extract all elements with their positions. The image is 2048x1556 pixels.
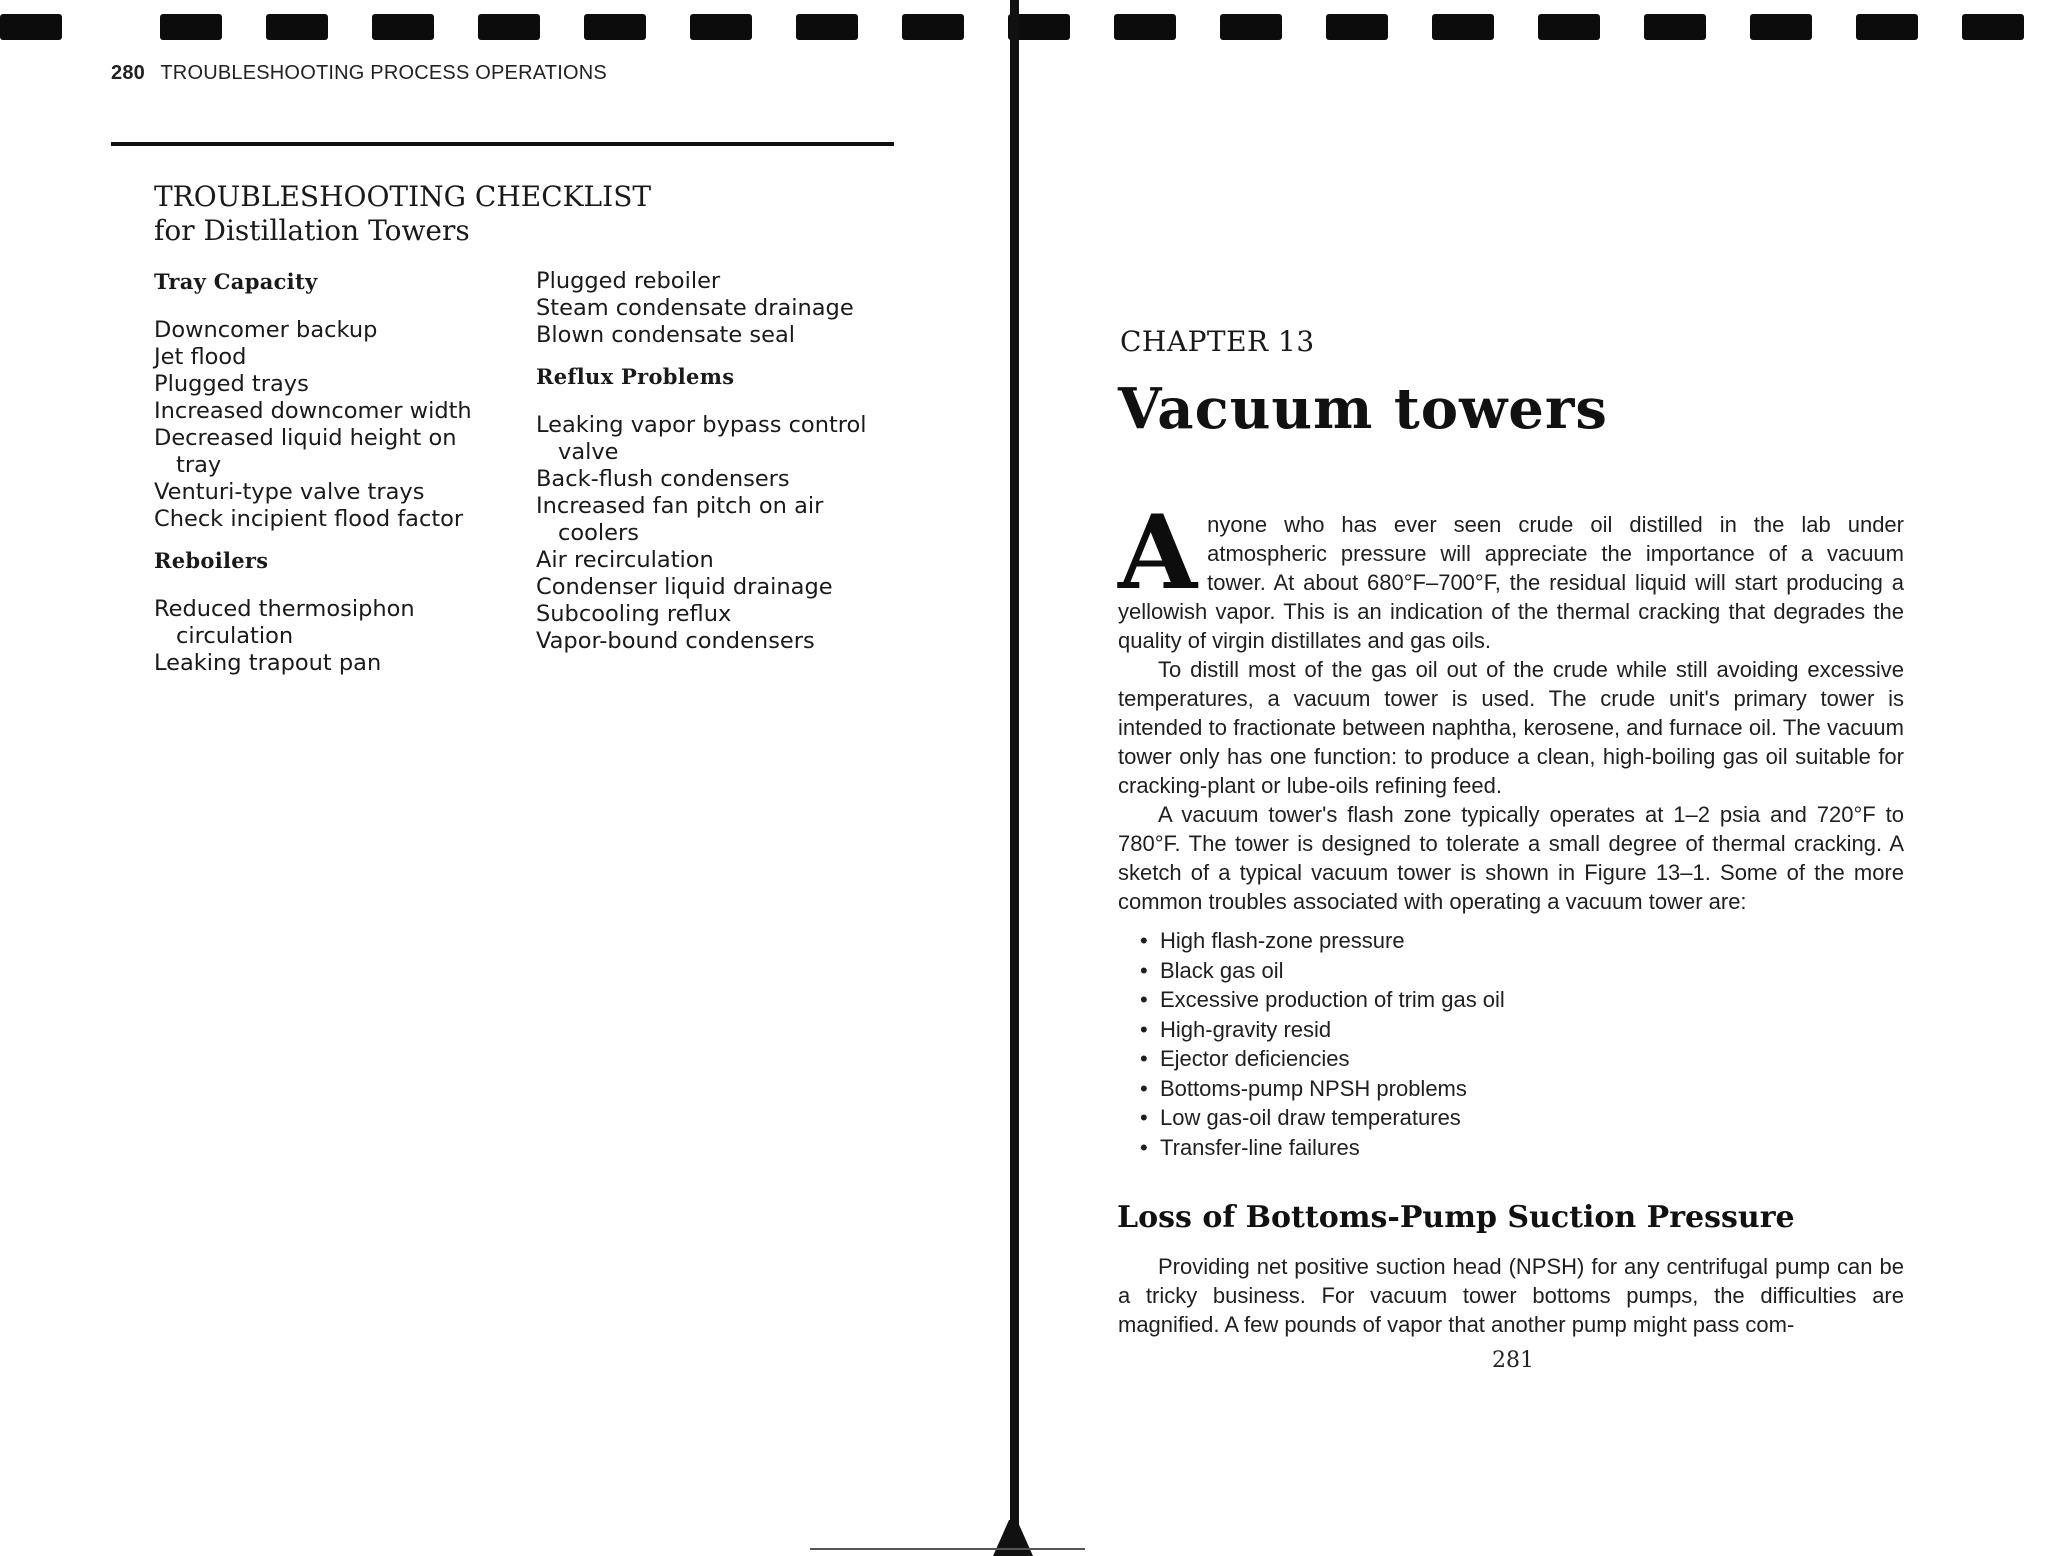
book-spine-foot <box>993 1520 1033 1556</box>
binding-hole <box>1114 14 1176 40</box>
list-item: • Bottoms-pump NPSH problems <box>1140 1074 1505 1104</box>
list-item: • High flash-zone pressure <box>1140 926 1505 956</box>
binding-holes <box>0 10 2048 40</box>
list-item: Increased downcomer width <box>154 398 472 424</box>
list-item: Steam condensate drainage <box>536 295 854 321</box>
paragraph-1-text: nyone who has ever seen crude oil distilled in the lab under atmospheric pressure will appreciate the importance of a vacuum tower. At about 680°F–700°F, the residual liquid will start producing a yellowish vapor. This is an indication of the thermal cracking that degrades the quality of virgin distillates and gas oils. <box>1118 512 1904 653</box>
paragraph-1 <box>1118 493 1904 655</box>
binding-hole <box>796 14 858 40</box>
binding-hole <box>1750 14 1812 40</box>
drop-cap: A <box>1118 493 1198 613</box>
left-page-number: 280 <box>111 62 145 84</box>
book-spine <box>1010 0 1019 1556</box>
right-page-number: 281 <box>1492 1348 1534 1373</box>
binding-hole <box>0 14 62 40</box>
binding-hole <box>478 14 540 40</box>
paragraph-4: Providing net positive suction head (NPSH) for any centrifugal pump can be a tricky business. For vacuum tower bottoms pumps, the difficulties are magnified. A few pounds of vapor that another pump might pass com- <box>1118 1254 1904 1337</box>
list-item: • Black gas oil <box>1140 956 1505 986</box>
list-item: • Ejector deficiencies <box>1140 1044 1505 1074</box>
binding-hole <box>690 14 752 40</box>
troubles-list <box>1140 926 1505 1162</box>
bottom-edge-line <box>810 1548 1085 1550</box>
chapter-title: Vacuum towers <box>1118 376 1608 442</box>
binding-hole <box>160 14 222 40</box>
checklist-title-block <box>154 180 651 248</box>
list-item: Blown condensate seal <box>536 322 795 348</box>
paragraph-2: To distill most of the gas oil out of the crude while still avoiding excessive temperatures, a vacuum tower is used. The crude unit's primary tower is intended to fractionate between naphtha, kerosene, and furnace oil. The vacuum tower only has one function: to produce a clean, high-boiling gas oil suitable for cracking-plant or lube-oils refining feed. <box>1118 657 1904 798</box>
binding-hole <box>1962 14 2024 40</box>
list-item: • Excessive production of trim gas oil <box>1140 985 1505 1015</box>
header-rule <box>111 142 894 146</box>
list-item: • Low gas-oil draw temperatures <box>1140 1103 1505 1133</box>
list-item: Vapor-bound condensers <box>536 628 815 654</box>
binding-hole <box>372 14 434 40</box>
list-item: Condenser liquid drainage <box>536 574 833 600</box>
list-item: Decreased liquid height on tray <box>154 425 457 478</box>
binding-hole <box>1644 14 1706 40</box>
binding-hole <box>1538 14 1600 40</box>
chapter-label: CHAPTER 13 <box>1120 325 1315 358</box>
checklist-column-1 <box>154 268 494 677</box>
binding-hole <box>1326 14 1388 40</box>
opening-paragraphs <box>1118 493 1904 916</box>
checklist-column-2 <box>536 268 896 655</box>
list-item: Leaking vapor bypass control valve <box>536 412 867 465</box>
paragraph-4-block <box>1118 1252 1904 1339</box>
running-head <box>111 62 607 85</box>
list-item: Increased fan pitch on air coolers <box>536 493 824 546</box>
binding-hole <box>1856 14 1918 40</box>
list-item: Subcooling reflux <box>536 601 732 627</box>
list-item: Downcomer backup <box>154 317 378 343</box>
list-item: Check incipient flood factor <box>154 506 464 532</box>
section-heading-tray-capacity: Tray Capacity <box>154 269 318 294</box>
binding-hole <box>1432 14 1494 40</box>
list-item: Plugged trays <box>154 371 309 397</box>
list-item: Back-flush condensers <box>536 466 790 492</box>
checklist-title: TROUBLESHOOTING CHECKLIST <box>154 180 652 213</box>
list-item: Plugged reboiler <box>536 268 721 294</box>
list-item: Leaking trapout pan <box>154 650 382 676</box>
binding-hole <box>584 14 646 40</box>
paragraph-3: A vacuum tower's flash zone typically operates at 1–2 psia and 720°F to 780°F. The tower is designed to tolerate a small degree of thermal cracking. A sketch of a typical vacuum tower is shown in Figure 13–1. Some of the more common troubles associated with operating a vacuum tower are: <box>1118 802 1904 914</box>
checklist-subtitle: for Distillation Towers <box>154 214 470 247</box>
running-head-title: TROUBLESHOOTING PROCESS OPERATIONS <box>160 62 607 84</box>
section-heading-reflux-problems: Reflux Problems <box>536 364 735 389</box>
list-item: • Transfer-line failures <box>1140 1133 1505 1163</box>
list-item: • High-gravity resid <box>1140 1015 1505 1045</box>
section-heading-npsh: Loss of Bottoms-Pump Suction Pressure <box>1117 1200 1795 1235</box>
list-item: Jet flood <box>154 344 247 370</box>
binding-hole <box>902 14 964 40</box>
section-heading-reboilers: Reboilers <box>154 548 269 573</box>
binding-hole <box>266 14 328 40</box>
binding-hole <box>1220 14 1282 40</box>
list-item: Air recirculation <box>536 547 714 573</box>
list-item: Reduced thermosiphon circulation <box>154 596 415 649</box>
list-item: Venturi-type valve trays <box>154 479 425 505</box>
